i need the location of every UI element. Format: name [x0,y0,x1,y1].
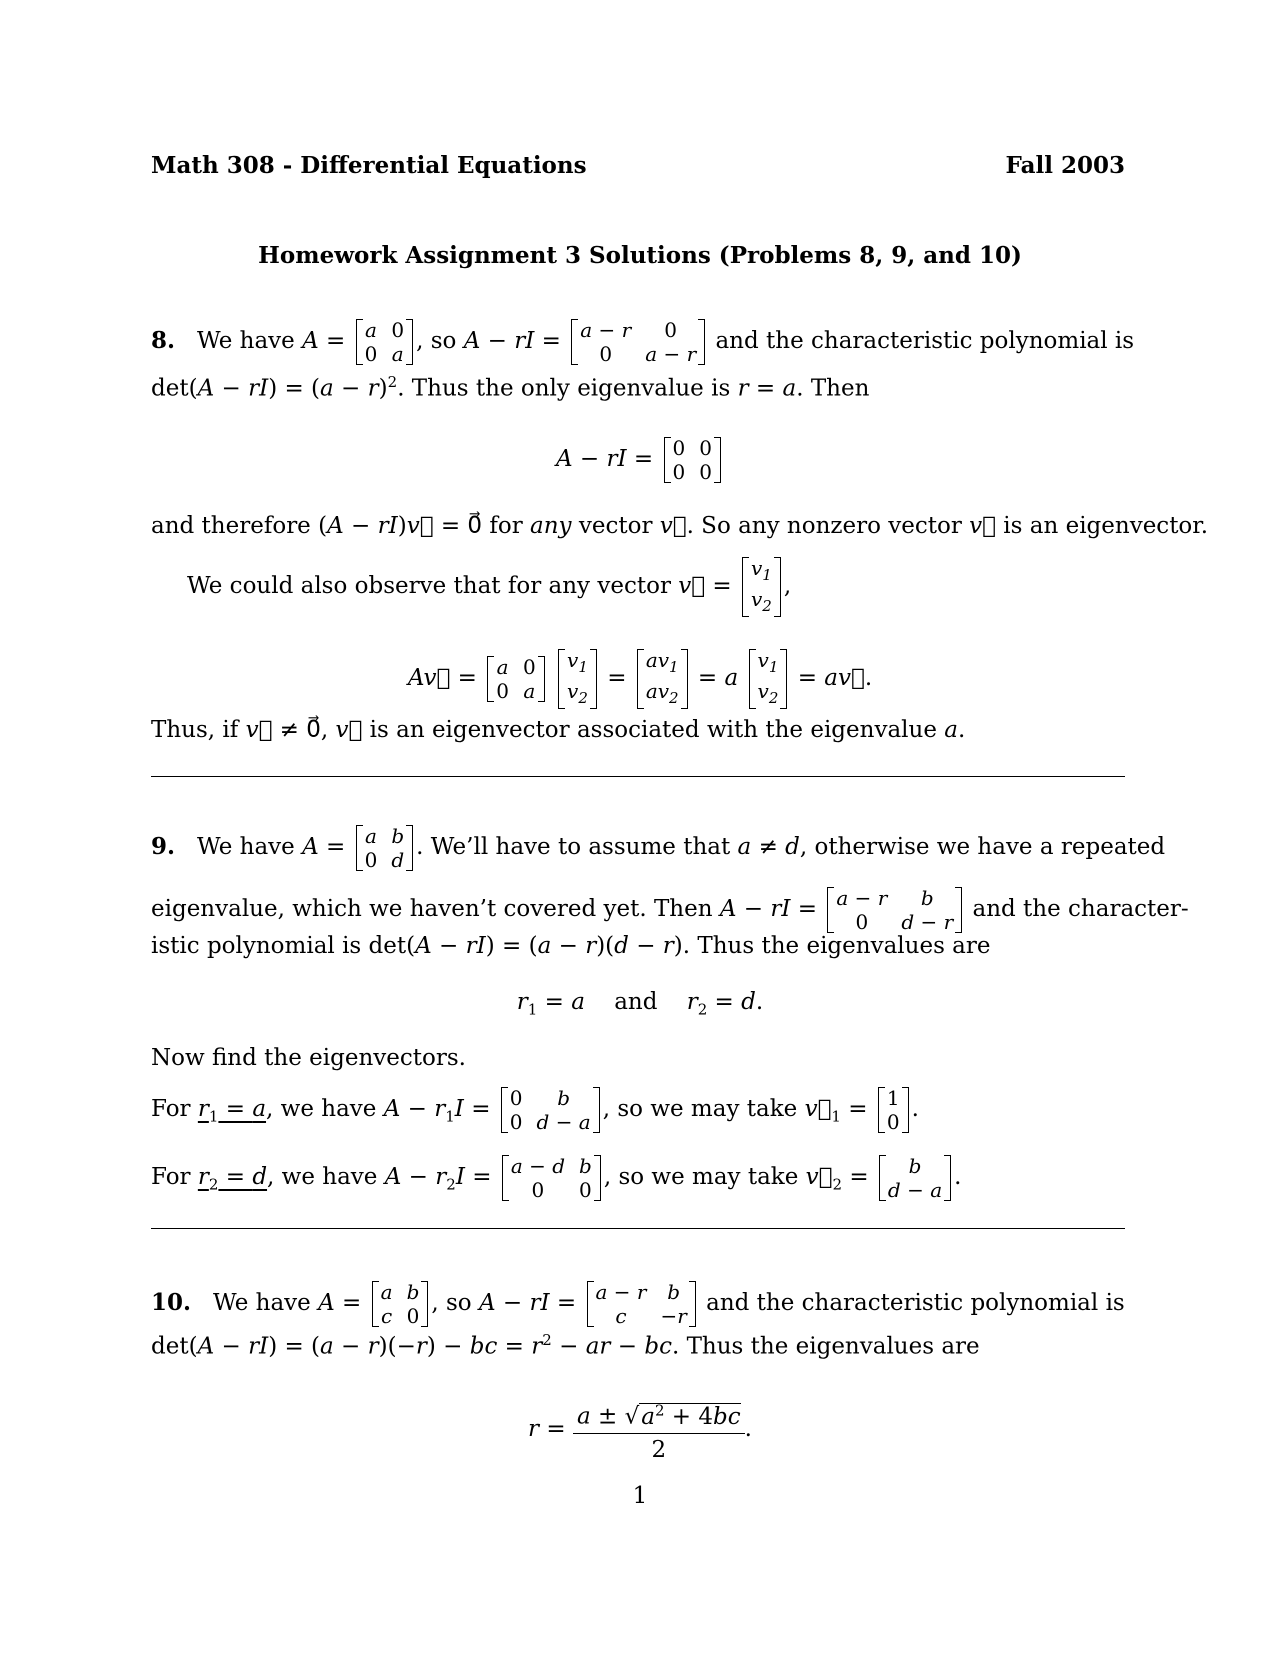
assignment-title: Homework Assignment 3 Solutions (Problems 8, 9, and 10) [258,242,1022,269]
p9-line3: istic polynomial is det(A − rI) = (a − r)(d − r). Thus the eigenvalues are [151,933,991,959]
p8-line5: Thus, if v⃗ ≠ 0⃗, v⃗ is an eigenvector associated with the eigenvalue a. [151,717,966,743]
term-label: Fall 2003 [1005,152,1125,179]
p8-line2: $\det(A - rI) = (a - r)^2$. Thus the only eigenvalue is r = a. Then [151,373,870,402]
divider-1 [151,776,1125,777]
p9-line6: For $r_2 = d$, we have $A - r_2I$ = a − d b 0 0 , so we may take $v⃗_2$ = b d − a . [151,1154,962,1202]
p8-zero-matrix-eq: A − rI = 0 0 0 0 [0,436,1280,484]
p9-line2: eigenvalue, which we haven’t covered yet. Then A − rI = a − r b 0 d − r and the character- [151,886,1189,934]
divider-2 [151,1228,1125,1229]
p8-line4: We could also observe that for any vector v⃗ = $v_1$ $v_2$ , [187,556,791,618]
course-title: Math 308 - Differential Equations [151,152,587,179]
page-number: 1 [632,1483,648,1509]
p8-line1: 8. We have A = a 0 0 a , so A − rI = a − r 0 0 a − r and the characteristic polynomial is [151,318,1135,366]
p9-line5: For $r_1 = a$, we have $A - r_1I$ = 0 b 0 d − a , so we may take $v⃗_1$ = 1 0 . [151,1086,919,1134]
p8-Av-equation: Av⃗ = a 0 0 a $v_1$ $v_2$ = $av_1$ $av_2$ = a $v_1$ $v_2$ = av⃗. [0,648,1280,710]
p9-line4: Now find the eigenvectors. [151,1045,466,1071]
p9-line1: 9. We have A = a b 0 d . We’ll have to assume that a ≠ d, otherwise we have a repeated [151,824,1166,872]
p8-line3: and therefore (A − rI)v⃗ = 0⃗ for any vector v⃗. So any nonzero vector v⃗ is an eigenvector. [151,513,1209,539]
p9-eigenvalues: $r_1 = a$ and $r_2 = d$. [516,989,764,1019]
p10-line1: 10. We have A = a b c 0 , so A − rI = a − r b c −r and the characteristic polynomial is [151,1280,1125,1328]
matrix-A-rI-8: a − r 0 0 a − r [571,318,705,366]
p10-line2: det(A − rI) = (a − r)(−r) − bc = $r^2$ − ar − bc. Thus the eigenvalues are [151,1331,980,1360]
p10-quadratic-formula: r = $\frac{a \pm √a^2 + 4bc}{2}$ . [0,1396,1280,1464]
matrix-A-8: a 0 0 a [356,318,413,366]
